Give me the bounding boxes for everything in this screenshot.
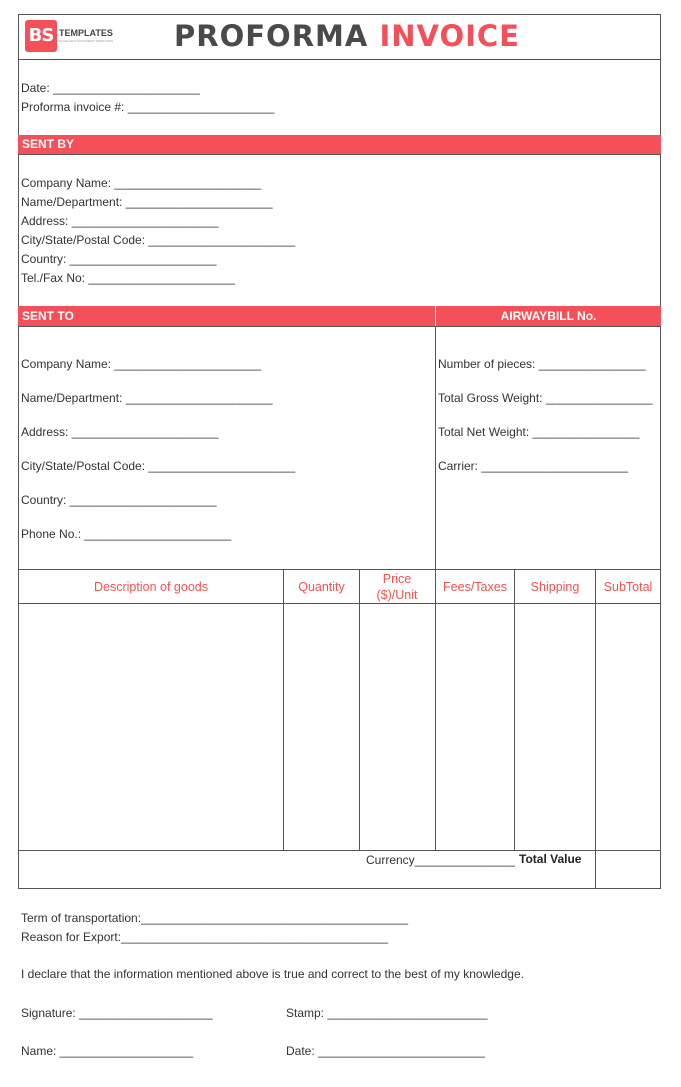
footer-date-field[interactable]: Date: _________________________ <box>286 1044 485 1058</box>
total-value-label: Total Value <box>519 852 582 866</box>
airwaybill-heading: AIRWAYBILL No. <box>436 306 661 327</box>
reason-for-export[interactable]: Reason for Export:________________________________________ <box>21 930 389 944</box>
sent-to-country[interactable]: Country: ______________________ <box>21 493 217 507</box>
currency-field[interactable]: Currency_______________ <box>366 853 515 867</box>
sent-by-department[interactable]: Name/Department: ______________________ <box>21 195 273 209</box>
header-subtotal: SubTotal <box>603 580 653 594</box>
meta-box <box>18 59 661 136</box>
sent-to-city[interactable]: City/State/Postal Code: ______________________ <box>21 459 296 473</box>
sent-to-divider <box>435 326 436 570</box>
logo-icon: BS <box>25 20 57 52</box>
header-price-unit: Price ($)/Unit <box>376 572 418 602</box>
table-footer-divider <box>18 850 661 851</box>
col-divider-5 <box>595 569 596 889</box>
signature-field[interactable]: Signature: ____________________ <box>21 1006 213 1020</box>
col-divider-1 <box>283 569 284 851</box>
table-header-divider <box>18 603 661 604</box>
carrier[interactable]: Carrier: ______________________ <box>438 459 629 473</box>
sent-to-company[interactable]: Company Name: ______________________ <box>21 357 262 371</box>
goods-table <box>18 569 661 889</box>
sent-to-heading: SENT TO <box>18 306 436 327</box>
sent-by-city[interactable]: City/State/Postal Code: ______________________ <box>21 233 296 247</box>
sent-by-country[interactable]: Country: ______________________ <box>21 252 217 266</box>
name-field[interactable]: Name: ____________________ <box>21 1044 194 1058</box>
sent-by-telfax[interactable]: Tel./Fax No: ______________________ <box>21 271 236 285</box>
total-net-weight[interactable]: Total Net Weight: ________________ <box>438 425 640 439</box>
date-field[interactable]: Date: ______________________ <box>21 81 200 95</box>
sent-to-address[interactable]: Address: ______________________ <box>21 425 219 439</box>
invoice-number-field[interactable]: Proforma invoice #: ______________________ <box>21 100 275 114</box>
title-part1: PROFORMA <box>174 19 369 53</box>
sent-by-company[interactable]: Company Name: ______________________ <box>21 176 262 190</box>
header-description: Description of goods <box>94 580 208 594</box>
header-shipping: Shipping <box>530 580 580 594</box>
stamp-field[interactable]: Stamp: ________________________ <box>286 1006 488 1020</box>
page-title <box>174 19 520 53</box>
col-divider-3 <box>435 569 436 851</box>
col-divider-2 <box>359 569 360 851</box>
term-of-transportation[interactable]: Term of transportation:________________________________________ <box>21 911 409 925</box>
declaration-text: I declare that the information mentioned above is true and correct to the best of my knowledge. <box>21 967 524 981</box>
sent-by-address[interactable]: Address: ______________________ <box>21 214 219 228</box>
header-quantity: Quantity <box>298 580 345 594</box>
header-fees-taxes: Fees/Taxes <box>443 580 507 594</box>
sent-to-phone[interactable]: Phone No.: ______________________ <box>21 527 232 541</box>
col-divider-4 <box>514 569 515 851</box>
logo-tagline: EXCELLENT DOCUMENT TEMPLATES <box>59 39 113 43</box>
total-gross-weight[interactable]: Total Gross Weight: ________________ <box>438 391 653 405</box>
logo-word: TEMPLATES <box>59 28 113 38</box>
sent-to-department[interactable]: Name/Department: ______________________ <box>21 391 273 405</box>
sent-by-heading: SENT BY <box>18 135 661 155</box>
title-part2: INVOICE <box>379 19 520 53</box>
number-of-pieces[interactable]: Number of pieces: ________________ <box>438 357 646 371</box>
airwaybill-heading-divider <box>435 306 436 327</box>
